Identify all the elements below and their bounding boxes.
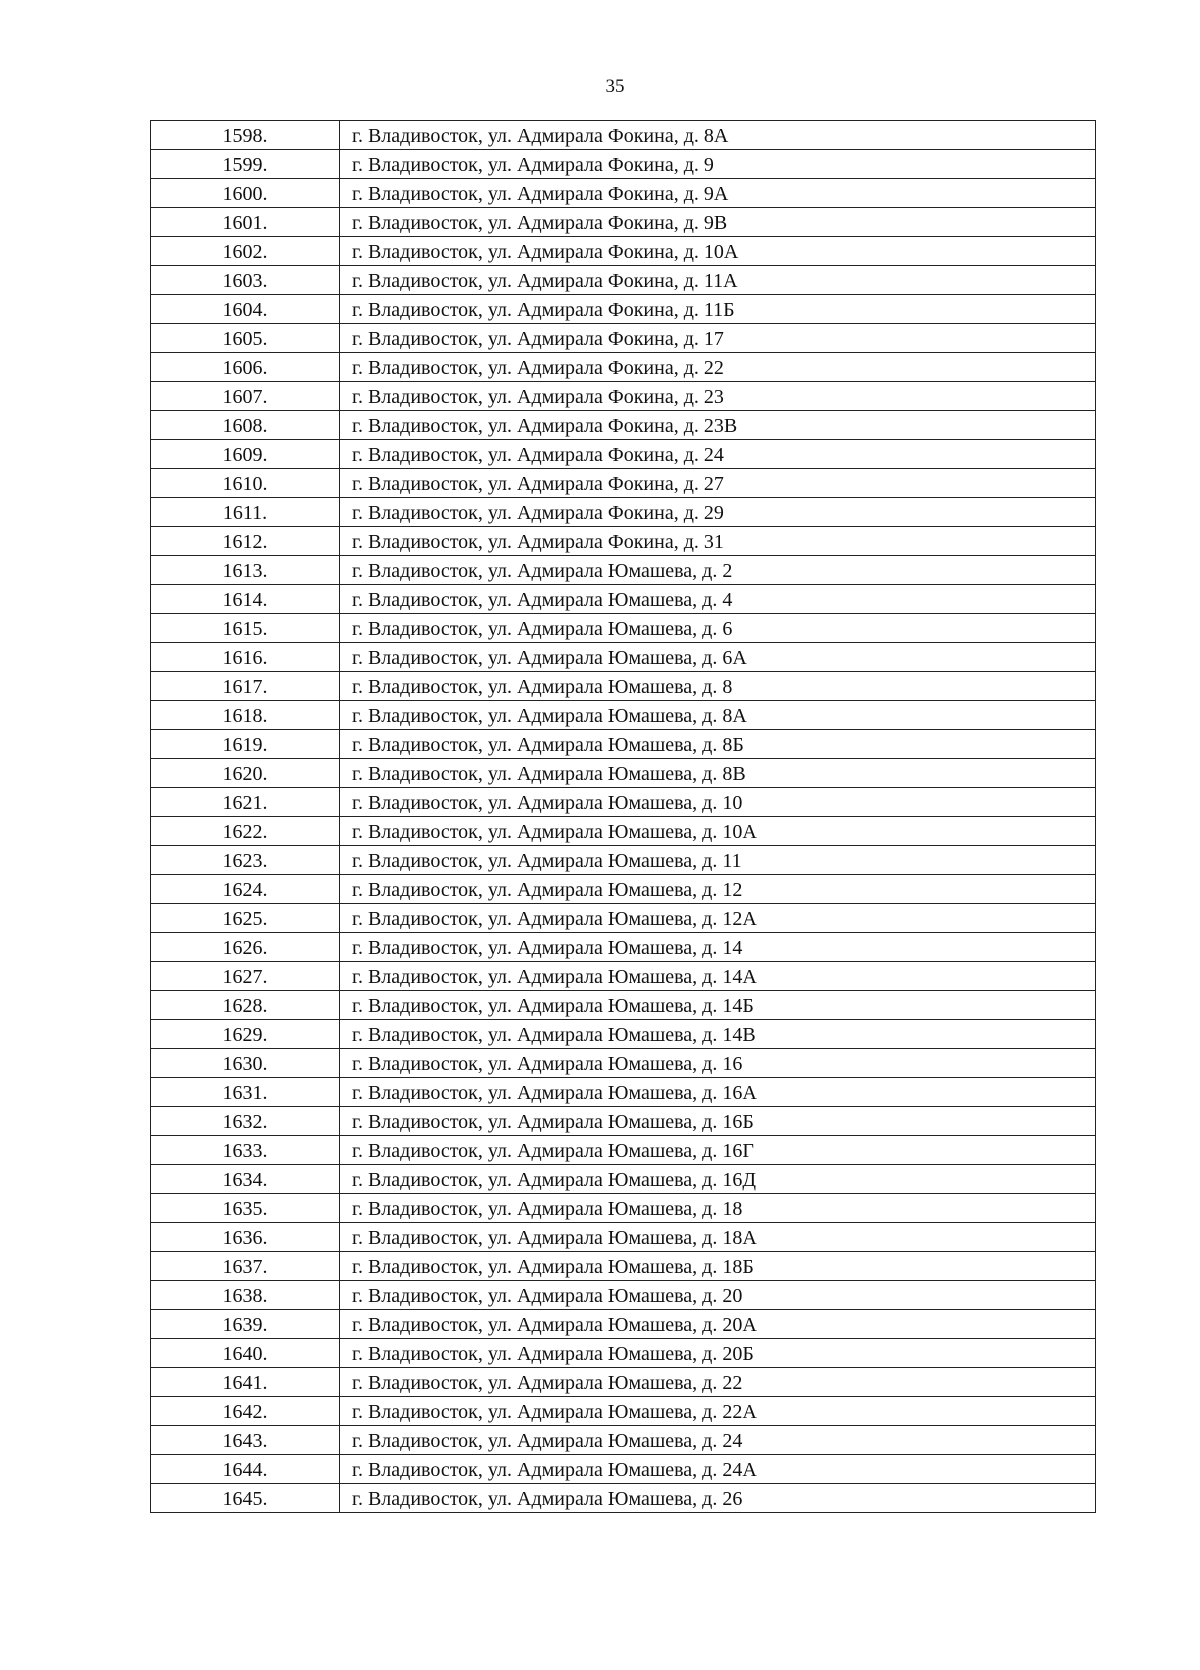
row-number: 1625. [151, 904, 340, 933]
row-address: г. Владивосток, ул. Адмирала Юмашева, д. 14А [340, 962, 1096, 991]
row-number: 1614. [151, 585, 340, 614]
row-number: 1617. [151, 672, 340, 701]
table-row [151, 1223, 1096, 1252]
table-row [151, 1252, 1096, 1281]
row-address: г. Владивосток, ул. Адмирала Юмашева, д. 12 [340, 875, 1096, 904]
row-number: 1618. [151, 701, 340, 730]
table-row [151, 817, 1096, 846]
table-row [151, 237, 1096, 266]
row-number: 1632. [151, 1107, 340, 1136]
table-row [151, 179, 1096, 208]
row-number: 1628. [151, 991, 340, 1020]
row-number: 1635. [151, 1194, 340, 1223]
address-table [150, 120, 1096, 1513]
row-number: 1620. [151, 759, 340, 788]
row-address: г. Владивосток, ул. Адмирала Юмашева, д. 6 [340, 614, 1096, 643]
row-number: 1608. [151, 411, 340, 440]
row-address: г. Владивосток, ул. Адмирала Фокина, д. 9В [340, 208, 1096, 237]
table-row [151, 991, 1096, 1020]
row-address: г. Владивосток, ул. Адмирала Юмашева, д. 18А [340, 1223, 1096, 1252]
row-address: г. Владивосток, ул. Адмирала Фокина, д. 8А [340, 121, 1096, 150]
row-number: 1624. [151, 875, 340, 904]
row-number: 1621. [151, 788, 340, 817]
row-address: г. Владивосток, ул. Адмирала Юмашева, д. 10 [340, 788, 1096, 817]
row-number: 1641. [151, 1368, 340, 1397]
row-address: г. Владивосток, ул. Адмирала Юмашева, д. 24 [340, 1426, 1096, 1455]
row-number: 1598. [151, 121, 340, 150]
row-address: г. Владивосток, ул. Адмирала Юмашева, д. 18 [340, 1194, 1096, 1223]
table-row [151, 933, 1096, 962]
row-address: г. Владивосток, ул. Адмирала Юмашева, д. 20 [340, 1281, 1096, 1310]
table-row [151, 1194, 1096, 1223]
row-number: 1633. [151, 1136, 340, 1165]
row-address: г. Владивосток, ул. Адмирала Юмашева, д. 11 [340, 846, 1096, 875]
row-number: 1616. [151, 643, 340, 672]
row-number: 1642. [151, 1397, 340, 1426]
table-row [151, 150, 1096, 179]
table-row [151, 208, 1096, 237]
row-address: г. Владивосток, ул. Адмирала Юмашева, д. 18Б [340, 1252, 1096, 1281]
row-address: г. Владивосток, ул. Адмирала Фокина, д. 9 [340, 150, 1096, 179]
row-address: г. Владивосток, ул. Адмирала Фокина, д. 11А [340, 266, 1096, 295]
row-address: г. Владивосток, ул. Адмирала Фокина, д. 24 [340, 440, 1096, 469]
row-address: г. Владивосток, ул. Адмирала Фокина, д. 23В [340, 411, 1096, 440]
row-address: г. Владивосток, ул. Адмирала Юмашева, д. 12А [340, 904, 1096, 933]
row-address: г. Владивосток, ул. Адмирала Фокина, д. 17 [340, 324, 1096, 353]
address-table-body [151, 121, 1096, 1513]
row-number: 1630. [151, 1049, 340, 1078]
table-row [151, 440, 1096, 469]
row-address: г. Владивосток, ул. Адмирала Юмашева, д. 8 [340, 672, 1096, 701]
row-address: г. Владивосток, ул. Адмирала Юмашева, д. 8В [340, 759, 1096, 788]
table-row [151, 1397, 1096, 1426]
table-row [151, 121, 1096, 150]
row-number: 1643. [151, 1426, 340, 1455]
row-address: г. Владивосток, ул. Адмирала Юмашева, д. 16А [340, 1078, 1096, 1107]
table-row [151, 1310, 1096, 1339]
table-row [151, 904, 1096, 933]
row-number: 1613. [151, 556, 340, 585]
row-address: г. Владивосток, ул. Адмирала Юмашева, д. 14 [340, 933, 1096, 962]
row-number: 1637. [151, 1252, 340, 1281]
row-number: 1602. [151, 237, 340, 266]
table-row [151, 266, 1096, 295]
table-row [151, 759, 1096, 788]
table-row [151, 353, 1096, 382]
row-address: г. Владивосток, ул. Адмирала Фокина, д. 31 [340, 527, 1096, 556]
row-address: г. Владивосток, ул. Адмирала Юмашева, д. 20Б [340, 1339, 1096, 1368]
row-number: 1609. [151, 440, 340, 469]
table-row [151, 1426, 1096, 1455]
row-address: г. Владивосток, ул. Адмирала Юмашева, д. 16Д [340, 1165, 1096, 1194]
row-number: 1603. [151, 266, 340, 295]
row-address: г. Владивосток, ул. Адмирала Юмашева, д. 16Б [340, 1107, 1096, 1136]
table-row [151, 1107, 1096, 1136]
row-address: г. Владивосток, ул. Адмирала Юмашева, д. 14В [340, 1020, 1096, 1049]
table-row [151, 1281, 1096, 1310]
table-row [151, 701, 1096, 730]
row-number: 1639. [151, 1310, 340, 1339]
table-row [151, 585, 1096, 614]
row-address: г. Владивосток, ул. Адмирала Юмашева, д. 10А [340, 817, 1096, 846]
table-row [151, 498, 1096, 527]
row-number: 1623. [151, 846, 340, 875]
row-number: 1600. [151, 179, 340, 208]
row-number: 1622. [151, 817, 340, 846]
table-row [151, 875, 1096, 904]
row-address: г. Владивосток, ул. Адмирала Фокина, д. 27 [340, 469, 1096, 498]
row-number: 1626. [151, 933, 340, 962]
row-address: г. Владивосток, ул. Адмирала Фокина, д. 11Б [340, 295, 1096, 324]
row-number: 1610. [151, 469, 340, 498]
table-row [151, 962, 1096, 991]
table-row [151, 1020, 1096, 1049]
table-row [151, 1049, 1096, 1078]
table-row [151, 469, 1096, 498]
row-number: 1601. [151, 208, 340, 237]
table-row [151, 730, 1096, 759]
table-row [151, 411, 1096, 440]
row-number: 1605. [151, 324, 340, 353]
row-number: 1644. [151, 1455, 340, 1484]
row-number: 1611. [151, 498, 340, 527]
table-row [151, 527, 1096, 556]
table-row [151, 1368, 1096, 1397]
row-address: г. Владивосток, ул. Адмирала Юмашева, д. 14Б [340, 991, 1096, 1020]
row-address: г. Владивосток, ул. Адмирала Фокина, д. 29 [340, 498, 1096, 527]
table-row [151, 788, 1096, 817]
table-row [151, 382, 1096, 411]
row-number: 1607. [151, 382, 340, 411]
row-number: 1627. [151, 962, 340, 991]
row-address: г. Владивосток, ул. Адмирала Фокина, д. 9А [340, 179, 1096, 208]
row-number: 1631. [151, 1078, 340, 1107]
row-number: 1645. [151, 1484, 340, 1513]
row-number: 1606. [151, 353, 340, 382]
row-number: 1634. [151, 1165, 340, 1194]
row-address: г. Владивосток, ул. Адмирала Юмашева, д. 20А [340, 1310, 1096, 1339]
row-number: 1599. [151, 150, 340, 179]
row-address: г. Владивосток, ул. Адмирала Юмашева, д. 22А [340, 1397, 1096, 1426]
row-address: г. Владивосток, ул. Адмирала Юмашева, д. 8Б [340, 730, 1096, 759]
row-number: 1629. [151, 1020, 340, 1049]
table-row [151, 295, 1096, 324]
row-number: 1638. [151, 1281, 340, 1310]
row-number: 1636. [151, 1223, 340, 1252]
row-address: г. Владивосток, ул. Адмирала Юмашева, д. 16Г [340, 1136, 1096, 1165]
row-address: г. Владивосток, ул. Адмирала Юмашева, д. 8А [340, 701, 1096, 730]
row-address: г. Владивосток, ул. Адмирала Фокина, д. 22 [340, 353, 1096, 382]
row-number: 1615. [151, 614, 340, 643]
row-address: г. Владивосток, ул. Адмирала Юмашева, д. 24А [340, 1455, 1096, 1484]
table-row [151, 1484, 1096, 1513]
row-number: 1604. [151, 295, 340, 324]
table-row [151, 846, 1096, 875]
row-number: 1612. [151, 527, 340, 556]
table-row [151, 1165, 1096, 1194]
row-address: г. Владивосток, ул. Адмирала Фокина, д. 23 [340, 382, 1096, 411]
row-address: г. Владивосток, ул. Адмирала Юмашева, д. 22 [340, 1368, 1096, 1397]
table-row [151, 614, 1096, 643]
table-row [151, 1339, 1096, 1368]
row-address: г. Владивосток, ул. Адмирала Юмашева, д. 6А [340, 643, 1096, 672]
row-address: г. Владивосток, ул. Адмирала Юмашева, д. 26 [340, 1484, 1096, 1513]
table-row [151, 1078, 1096, 1107]
table-row [151, 324, 1096, 353]
table-row [151, 672, 1096, 701]
row-address: г. Владивосток, ул. Адмирала Фокина, д. 10А [340, 237, 1096, 266]
table-row [151, 1455, 1096, 1484]
row-number: 1640. [151, 1339, 340, 1368]
table-row [151, 556, 1096, 585]
row-address: г. Владивосток, ул. Адмирала Юмашева, д. 2 [340, 556, 1096, 585]
table-row [151, 643, 1096, 672]
table-row [151, 1136, 1096, 1165]
row-address: г. Владивосток, ул. Адмирала Юмашева, д. 4 [340, 585, 1096, 614]
row-address: г. Владивосток, ул. Адмирала Юмашева, д. 16 [340, 1049, 1096, 1078]
row-number: 1619. [151, 730, 340, 759]
page-number: 35 [605, 76, 625, 97]
